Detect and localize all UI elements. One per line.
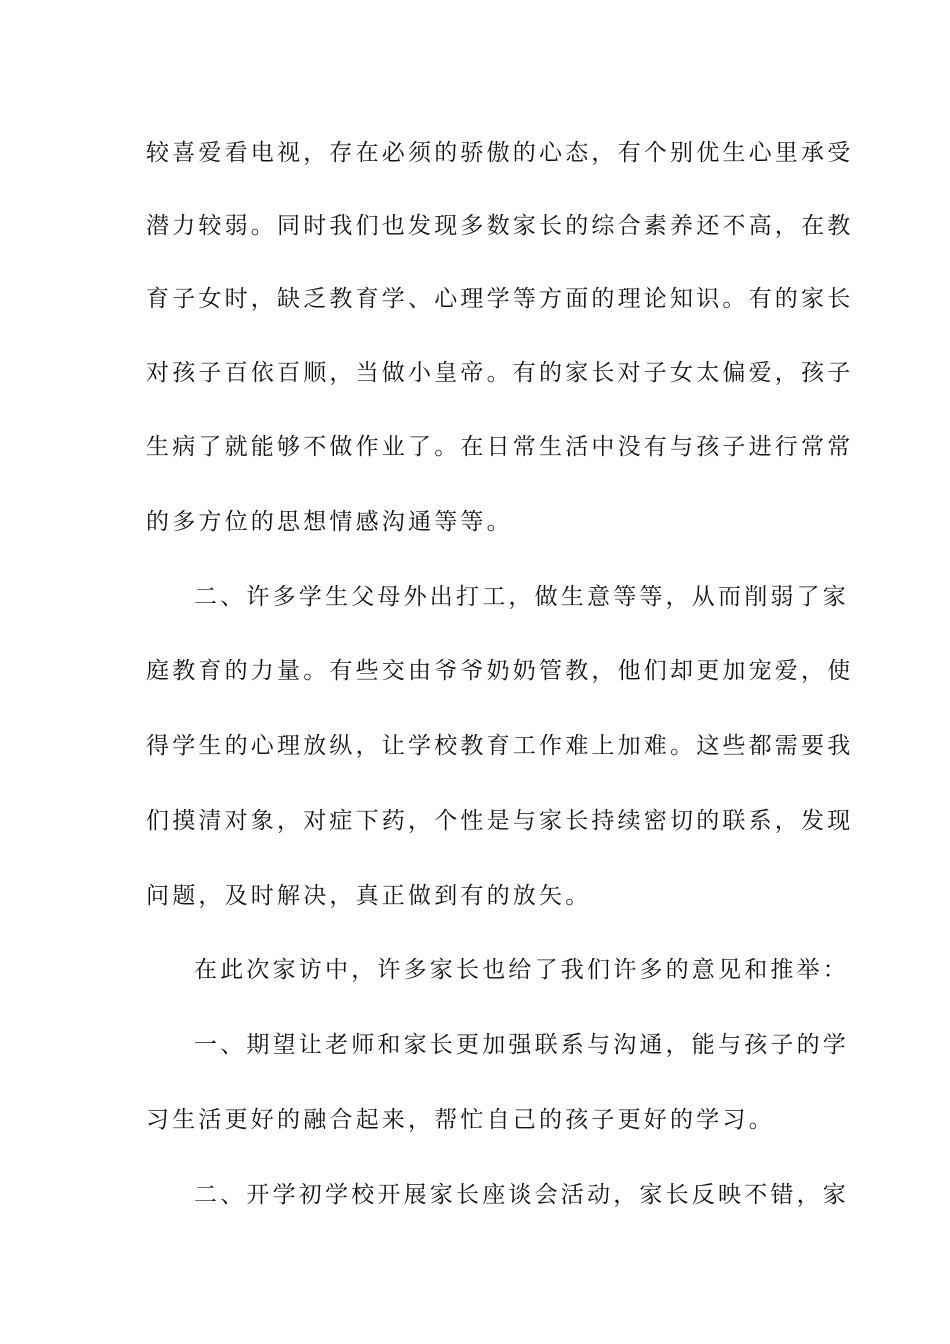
- text-line: 习生活更好的融合起来，帮忙自己的孩子更好的学习。: [146, 1107, 775, 1133]
- text-line: 较喜爱看电视，存在必须的骄傲的心态，有个别优生心里承受: [146, 140, 854, 166]
- paragraph-start-line: 一、期望让老师和家长更加强联系与沟通，能与孩子的学: [194, 1032, 849, 1058]
- text-line: 潜力较弱。同时我们也发现多数家长的综合素养还不高，在教: [146, 213, 854, 239]
- text-line: 的多方位的思想情感沟通等等。: [146, 509, 513, 535]
- paragraph-start-line: 在此次家访中，许多家长也给了我们许多的意见和推举：: [194, 957, 849, 983]
- text-line: 对孩子百依百顺，当做小皇帝。有的家长对子女太偏爱，孩子: [146, 360, 854, 386]
- text-line: 育子女时，缺乏教育学、心理学等方面的理论知识。有的家长: [146, 286, 854, 312]
- paragraph-start-line: 二、开学初学校开展家长座谈会活动，家长反映不错，家: [194, 1182, 849, 1208]
- text-line: 问题，及时解决，真正做到有的放矢。: [146, 883, 592, 909]
- text-line: 庭教育的力量。有些交由爷爷奶奶管教，他们却更加宠爱，使: [146, 658, 854, 684]
- paragraph-start-line: 二、许多学生父母外出打工，做生意等等，从而削弱了家: [194, 584, 849, 610]
- text-line: 得学生的心理放纵，让学校教育工作难上加难。这些都需要我: [146, 733, 854, 759]
- text-line: 们摸清对象，对症下药，个性是与家长持续密切的联系，发现: [146, 808, 854, 834]
- text-line: 生病了就能够不做作业了。在日常生活中没有与孩子进行常常: [146, 434, 854, 460]
